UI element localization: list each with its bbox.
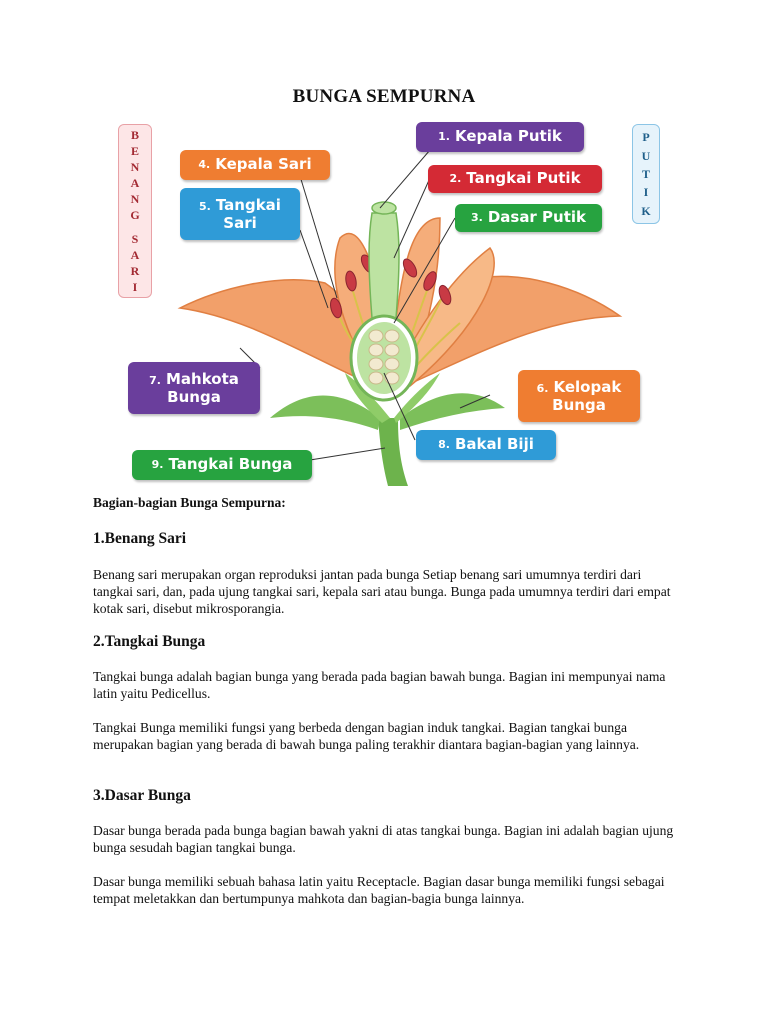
label-number: 2. [449, 171, 462, 185]
putik-vertical-label [632, 124, 660, 224]
label-text: Sari [223, 213, 257, 232]
paragraph: Tangkai Bunga memiliki fungsi yang berbeda dengan bagian induk tangkai. Bagian tangkai bunga merupakan bagian yang berada di bawah bunga paling terakhir diantara bagian-bagian yang lainnya. [93, 720, 640, 752]
letter: A [130, 176, 140, 190]
label-tangkai-bunga [132, 450, 312, 480]
label-text: Mahkota [165, 370, 239, 389]
letter: B [130, 128, 139, 142]
label-dasar-putik [455, 204, 602, 232]
pistil-style [369, 213, 399, 318]
page-title: BUNGA SEMPURNA [292, 86, 476, 107]
paragraph: Dasar bunga berada pada bunga bagian bawah yakni di atas tangkai bunga. Bagian ini adalah bagian ujung bunga sesudah bagian tangkai bunga. [93, 823, 674, 855]
section-heading-dasar-bunga: 3.Dasar Bunga [93, 787, 191, 804]
label-kepala-putik [416, 122, 584, 152]
label-number: 8. [438, 437, 450, 451]
letter: P [642, 130, 650, 145]
letter: S [131, 232, 139, 246]
label-number: 5. [199, 200, 211, 214]
label-text: Bunga [552, 395, 606, 414]
letter: A [130, 248, 140, 262]
letter: E [130, 144, 139, 158]
label-mahkota-bunga [128, 362, 260, 414]
letter: K [641, 203, 651, 218]
paragraph: Tangkai bunga adalah bagian bunga yang berada pada bagian bawah bunga. Bagian ini mempunyai nama latin yaitu Pedicellus. [93, 669, 666, 701]
letter: G [130, 208, 140, 222]
letter: N [130, 160, 140, 174]
label-text: Kelopak [553, 378, 622, 397]
label-number: 3. [470, 210, 483, 224]
paragraph: Benang sari merupakan organ reproduksi jantan pada bunga Setiap benang sari umumnya terdiri dari tangkai sari, dan, pada ujung tangkai sari, kepala sari atau bunga. Bunga pada umumnya terdiri dari empat kotak sari, disebut mikrosporangia. [93, 567, 671, 616]
ovary-inner [357, 322, 411, 394]
label-kelopak-bunga [518, 370, 640, 422]
label-number: 9. [151, 457, 164, 471]
label-text: Bunga [167, 387, 221, 406]
letter: I [132, 280, 138, 294]
label-text: Kepala Putik [455, 127, 562, 146]
label-bakal-biji [416, 430, 556, 460]
label-tangkai-putik [428, 165, 602, 193]
letter: U [641, 148, 651, 163]
label-number: 1. [438, 129, 450, 143]
label-text: Dasar Putik [487, 208, 587, 227]
letter: N [130, 192, 140, 206]
label-text: Tangkai [215, 196, 281, 215]
letter: T [641, 166, 650, 181]
label-text: Tangkai Putik [466, 169, 581, 188]
label-text: Bakal Biji [454, 435, 534, 454]
paragraph: Dasar bunga memiliki sebuah bahasa latin yaitu Receptacle. Bagian dasar bunga memiliki fungsi sebagai tempat meletakkan dan bertumpunya mahkota dan bagian-bagia bunga lainnya. [93, 874, 665, 906]
benang-sari-vertical-label [118, 124, 152, 298]
letter: R [130, 264, 140, 278]
flower-diagram [110, 118, 670, 486]
parts-subtitle: Bagian-bagian Bunga Sempurna: [93, 495, 286, 510]
label-text: Tangkai Bunga [168, 455, 293, 474]
label-kepala-sari [180, 150, 330, 180]
label-number: 6. [536, 382, 549, 396]
label-tangkai-sari [180, 188, 300, 240]
section-heading-benang-sari: 1.Benang Sari [93, 530, 187, 547]
label-text: Kepala Sari [215, 155, 312, 174]
label-number: 4. [198, 157, 211, 171]
section-heading-tangkai-bunga: 2.Tangkai Bunga [93, 633, 206, 650]
letter: I [643, 185, 649, 200]
label-number: 7. [149, 374, 161, 388]
